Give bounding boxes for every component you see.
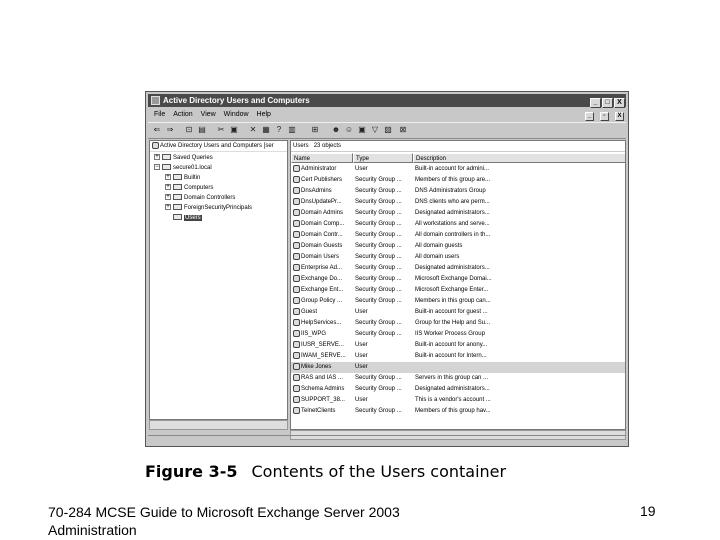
- item-name-cell: IUSR_SERVE...: [293, 340, 353, 351]
- list-item[interactable]: [291, 384, 626, 395]
- group-icon: [293, 275, 300, 282]
- user-icon: [293, 341, 300, 348]
- item-description-cell: This is a vendor's account ...: [415, 397, 491, 403]
- tree-node-saved-queries[interactable]: + Saved Queries: [155, 154, 213, 161]
- group-icon: [293, 187, 300, 194]
- item-description-cell: Members in this group can...: [415, 298, 491, 304]
- item-name-cell: Domain Users: [293, 252, 353, 263]
- item-description-cell: Designated administrators...: [415, 210, 490, 216]
- folder-icon: [173, 174, 182, 180]
- domain-icon: [162, 164, 171, 170]
- item-type-cell: Security Group ...: [355, 298, 402, 304]
- group-icon: [293, 253, 300, 260]
- item-description-cell: Members of this group are...: [415, 177, 491, 183]
- new-ou-icon[interactable]: ☺: [344, 125, 354, 134]
- group-icon: [293, 330, 300, 337]
- group-icon: [293, 264, 300, 271]
- footer-text: 70-284 MCSE Guide to Microsoft Exchange Server 2003 Administration: [48, 504, 400, 538]
- computer-icon: [152, 142, 159, 149]
- item-type-cell: User: [355, 397, 368, 403]
- group-icon: [293, 385, 300, 392]
- item-description-cell: Designated administrators...: [415, 265, 490, 271]
- figure-caption-text: Contents of the Users container: [251, 462, 507, 481]
- folder-icon: [173, 214, 182, 220]
- item-name-cell: RAS and IAS ...: [293, 373, 353, 384]
- list-item[interactable]: [291, 252, 626, 263]
- item-name-cell: IWAM_SERVE...: [293, 351, 353, 362]
- title-bar[interactable]: [148, 94, 626, 107]
- tree-node-domain[interactable]: − secure01.local: [155, 164, 212, 171]
- list-item[interactable]: [291, 307, 626, 318]
- item-type-cell: Security Group ...: [355, 375, 402, 381]
- group-icon: [293, 407, 300, 414]
- tree-node-computers[interactable]: + Computers: [166, 184, 214, 191]
- group-icon: [293, 319, 300, 326]
- group-icon: [293, 286, 300, 293]
- item-name-cell: Cert Publishers: [293, 175, 353, 186]
- show-hide-tree-icon[interactable]: ▤: [198, 125, 206, 134]
- new-user-icon[interactable]: ⊞: [311, 125, 319, 134]
- item-name-cell: Domain Guests: [293, 241, 353, 252]
- expand-icon[interactable]: +: [166, 184, 170, 191]
- list-item[interactable]: [291, 263, 626, 274]
- user-icon: [293, 165, 300, 172]
- item-type-cell: Security Group ...: [355, 386, 402, 392]
- expand-icon[interactable]: +: [166, 204, 170, 211]
- item-description-cell: Microsoft Exchange Domai...: [415, 276, 492, 282]
- user-icon: [293, 363, 300, 370]
- item-name-cell: Enterprise Ad...: [293, 263, 353, 274]
- item-name-cell: IIS_WPG: [293, 329, 353, 340]
- item-type-cell: Security Group ...: [355, 331, 402, 337]
- list-item[interactable]: [291, 186, 626, 197]
- figure-number: Figure 3-5: [145, 462, 238, 481]
- item-type-cell: Security Group ...: [355, 188, 402, 194]
- folder-icon: [162, 154, 171, 160]
- item-description-cell: IIS Worker Process Group: [415, 331, 485, 337]
- details-pane: [290, 140, 626, 430]
- menu-bar: [148, 109, 626, 121]
- expand-icon[interactable]: +: [166, 194, 170, 201]
- item-description-cell: Group for the Help and Su...: [415, 320, 491, 326]
- folder-icon: [173, 204, 182, 210]
- item-type-cell: User: [355, 342, 368, 348]
- item-name-cell: Mike Jones: [293, 362, 353, 373]
- item-description-cell: Designated administrators...: [415, 386, 490, 392]
- find-icon[interactable]: ▽: [371, 125, 379, 134]
- column-type[interactable]: Type: [353, 153, 413, 163]
- item-type-cell: Security Group ...: [355, 265, 402, 271]
- group-icon: [293, 242, 300, 249]
- up-icon[interactable]: ⊡: [185, 125, 193, 134]
- group-icon: [293, 220, 300, 227]
- properties-icon[interactable]: ▦: [262, 125, 270, 134]
- delete-icon[interactable]: ✕: [249, 125, 257, 134]
- folder-icon: [173, 194, 182, 200]
- item-name-cell: Guest: [293, 307, 353, 318]
- item-type-cell: Security Group ...: [355, 320, 402, 326]
- collapse-icon[interactable]: −: [155, 164, 159, 171]
- back-icon[interactable]: ⇐: [153, 125, 161, 134]
- menu-file[interactable]: File: [154, 111, 166, 118]
- filter-icon[interactable]: ▣: [358, 125, 366, 134]
- item-type-cell: User: [355, 309, 368, 315]
- column-description[interactable]: Description: [413, 153, 626, 163]
- item-type-cell: User: [355, 166, 368, 172]
- list-item[interactable]: [291, 197, 626, 208]
- forward-icon[interactable]: ⇒: [166, 125, 174, 134]
- console-tree: [149, 140, 288, 420]
- list-item[interactable]: [291, 340, 626, 351]
- list-item[interactable]: [291, 351, 626, 362]
- item-description-cell: Built-in account for Intern...: [415, 353, 487, 359]
- item-name-cell: HelpServices...: [293, 318, 353, 329]
- item-type-cell: User: [355, 364, 368, 370]
- item-description-cell: All domain users: [415, 254, 460, 260]
- list-item[interactable]: [291, 395, 626, 406]
- item-description-cell: All domain guests: [415, 243, 463, 249]
- item-type-cell: Security Group ...: [355, 177, 402, 183]
- maximize-button[interactable]: □: [602, 98, 613, 108]
- child-minimize-button[interactable]: _: [585, 112, 594, 121]
- item-description-cell: Built-in account for guest ...: [415, 309, 488, 315]
- item-name-cell: Group Policy ...: [293, 296, 353, 307]
- item-description-cell: Built-in account for admini...: [415, 166, 490, 172]
- group-icon: [293, 176, 300, 183]
- app-icon: [151, 96, 160, 105]
- column-headers: [291, 153, 625, 163]
- group-icon: [293, 231, 300, 238]
- close-button[interactable]: X: [614, 98, 625, 108]
- list-item[interactable]: [291, 285, 626, 296]
- list-item[interactable]: [291, 274, 626, 285]
- list-item[interactable]: [291, 208, 626, 219]
- group-icon: [293, 198, 300, 205]
- menu-window[interactable]: Window: [223, 111, 249, 118]
- item-type-cell: Security Group ...: [355, 232, 402, 238]
- menu-action[interactable]: Action: [173, 111, 193, 118]
- list-item[interactable]: [291, 230, 626, 241]
- tree-node-domain-controllers[interactable]: + Domain Controllers: [166, 194, 236, 201]
- item-description-cell: Members of this group hav...: [415, 408, 491, 414]
- list-item[interactable]: [291, 219, 626, 230]
- item-type-cell: Security Group ...: [355, 287, 402, 293]
- item-type-cell: Security Group ...: [355, 243, 402, 249]
- item-name-cell: DnsUpdatePr...: [293, 197, 353, 208]
- export-icon[interactable]: ▥: [288, 125, 296, 134]
- list-item[interactable]: [291, 241, 626, 252]
- item-type-cell: Security Group ...: [355, 408, 402, 414]
- item-description-cell: DNS Administrators Group: [415, 188, 486, 194]
- item-name-cell: Domain Contr...: [293, 230, 353, 241]
- item-name-cell: Schema Admins: [293, 384, 353, 395]
- list-item[interactable]: [291, 175, 626, 186]
- list-item[interactable]: [291, 164, 626, 175]
- item-name-cell: TelnetClients: [293, 406, 353, 417]
- toolbar: [148, 122, 626, 139]
- folder-icon: [173, 184, 182, 190]
- list-item[interactable]: [291, 318, 626, 329]
- item-type-cell: User: [355, 353, 368, 359]
- item-description-cell: Built-in account for anony...: [415, 342, 488, 348]
- item-name-cell: SUPPORT_38...: [293, 395, 353, 406]
- copy-icon[interactable]: ▣: [230, 125, 238, 134]
- tree-node-builtin[interactable]: + Builtin: [166, 174, 201, 181]
- group-icon: [293, 374, 300, 381]
- item-name-cell: Exchange Ent...: [293, 285, 353, 296]
- new-group-icon[interactable]: ☻: [331, 125, 341, 134]
- item-type-cell: Security Group ...: [355, 210, 402, 216]
- add-to-group-icon[interactable]: ▨: [384, 125, 392, 134]
- expand-icon[interactable]: +: [166, 174, 170, 181]
- status-bar: [148, 435, 626, 444]
- minimize-button[interactable]: _: [590, 98, 601, 108]
- user-icon: [293, 308, 300, 315]
- figure-caption: [145, 462, 506, 481]
- list-item[interactable]: [291, 296, 626, 307]
- tree-horizontal-scrollbar[interactable]: [149, 420, 288, 430]
- help-icon[interactable]: ?: [276, 125, 282, 134]
- user-icon: [293, 396, 300, 403]
- tree-node-foreign-security-principals[interactable]: + ForeignSecurityPrincipals: [166, 204, 253, 211]
- child-restore-button[interactable]: ▫: [600, 112, 609, 121]
- item-description-cell: DNS clients who are perm...: [415, 199, 490, 205]
- cut-icon[interactable]: ✂: [217, 125, 225, 134]
- item-type-cell: Security Group ...: [355, 254, 402, 260]
- window-title: Active Directory Users and Computers: [163, 96, 310, 105]
- mmc-window: [145, 91, 629, 447]
- page-number: 19: [640, 503, 656, 519]
- child-close-button[interactable]: X: [615, 112, 624, 121]
- item-type-cell: Security Group ...: [355, 221, 402, 227]
- user-icon: [293, 352, 300, 359]
- menu-view[interactable]: View: [200, 111, 216, 118]
- group-icon: [293, 297, 300, 304]
- tree-root[interactable]: Active Directory Users and Computers [ser: [150, 141, 287, 152]
- item-description-cell: All workstations and serve...: [415, 221, 490, 227]
- item-description-cell: All domain controllers in th...: [415, 232, 491, 238]
- details-title: Users 23 objects: [291, 141, 625, 152]
- group-icon: [293, 209, 300, 216]
- item-type-cell: Security Group ...: [355, 276, 402, 282]
- item-description-cell: Microsoft Exchange Enter...: [415, 287, 489, 293]
- list-item[interactable]: [291, 362, 626, 373]
- expand-icon[interactable]: +: [155, 154, 159, 161]
- item-name-cell: Domain Admins: [293, 208, 353, 219]
- item-description-cell: Servers in this group can ...: [415, 375, 489, 381]
- list-item[interactable]: [291, 406, 626, 417]
- list-item[interactable]: [291, 373, 626, 384]
- new-object-icon[interactable]: ⊠: [399, 125, 407, 134]
- item-name-cell: Domain Comp...: [293, 219, 353, 230]
- item-name-cell: Exchange Do...: [293, 274, 353, 285]
- item-name-cell: Administrator: [293, 164, 353, 175]
- item-type-cell: Security Group ...: [355, 199, 402, 205]
- item-name-cell: DnsAdmins: [293, 186, 353, 197]
- column-name[interactable]: Name: [291, 153, 353, 163]
- menu-help[interactable]: Help: [256, 111, 271, 118]
- list-item[interactable]: [291, 329, 626, 340]
- tree-node-users[interactable]: Users: [173, 213, 202, 223]
